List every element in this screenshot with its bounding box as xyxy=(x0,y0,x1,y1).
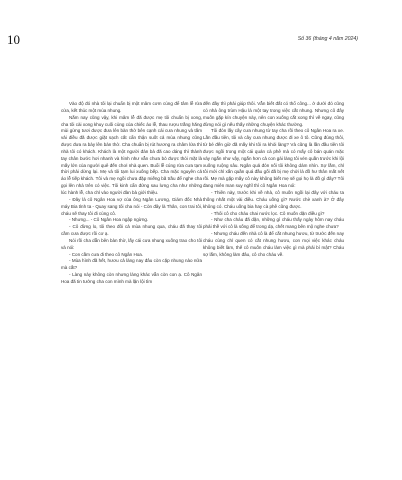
paragraph: Tôi đón lấy cây cưa nhung từ tay cha rồi theo cô Ngân Hoa ra xe. Lần đầu tiên, tôi và cây cưa nhung được đi xe ô tô. Cũng đúng thôi, từ bé đến giờ đã mấy khi tôi ra khỏi làng? Và cũng là lần đầu tiên tôi được ngồi trong một cái quán cà phê mà có mấy cô bán quán mặc váy ngắn như vậy, ngắn hơn cả con gái làng tôi vén quần trước khi lội xuống ruộng sâu. Ngân quả đón nối tôi không dám nhìn. Sợ lắm, chỉ tôi mới chỉ xắn quần quá đầu gối đã bị mẹ chửi là đồ hư thân mất nết rồi. Mẹ mà gặp mấy cô này không biết mẹ sẽ gọi họ là đồ gì đây? Tôi đang miên man suy nghĩ thì cô Ngân Hoa nói: xyxy=(203,128,344,189)
page-number: 10 xyxy=(7,32,20,47)
paragraph: - Đây là cô Ngân Hoa vợ của ông Ngân Lương, Giám đốc Nhà máy Bia tỉnh ta - Quay sang tôi cha nói - Còn đây là Thân, con trai tôi, cháu sẽ thay tôi đi cùng cô. xyxy=(61,196,202,216)
paragraph: - Thôi cô cho cháu chai nước lọc. Cô muốn dặn điều gì? xyxy=(211,210,325,216)
paragraph: Nói rồi cha dẫn bên bàn thờ, lấy cái cưa nhung xuống trao cho tôi và nói: xyxy=(61,237,202,250)
paragraph: - Cô đừng lo, tôi theo đôi cả mùa nhung qua, cháu đã thay tôi cầm cưa được rồi cơ ạ. xyxy=(61,224,202,237)
paragraph: đến đây thì phải giúp thôi. Vẫn biết đất có thổ công... ở dưới đó cũng có nhà ông trùm Hậu là một tay trong việc cắt nhung. Nhưng cô đây muốn gặp kín chuyện này, nên con xuống cắt xong thì về ngay, cũng đừng nói gì nếu thấy những chuyện khác thường. xyxy=(203,101,344,127)
paragraph: - Nhưng... - Cô Ngân Hoa ngập ngừng. xyxy=(69,217,149,223)
article-column-right xyxy=(203,101,344,258)
issue-label: Số 36 (tháng 4 năm 2024) xyxy=(297,36,358,42)
paragraph: - Nhưng cháu đến nhà cô là để cắt nhung hươu, từ trước đến nay cháu cùng chỉ quen có cắt nhung hươu, con mọi việc khác cháu không biết làm, thế cô muốn cháu làm việc gì mà phải bí mật? Cháu sợ lắm, không làm đâu, cô cho cháu về. xyxy=(203,231,344,257)
paragraph: - Thiên này, trước khi về nhà, cô muốn ngồi lại đây với cháu ta thống nhất một vài điều. Cháu uống gì? Nước chè xanh à? Ở đây không có. Cháu uống bia hay cà phê cũng được. xyxy=(203,189,344,209)
paragraph: - Mùa hình đã hết, hươu cả làng nay đâu còn cặp nhung nào nữa mà cắt? xyxy=(61,258,202,271)
paragraph: - Làng này không còn nhưng làng khác vẫn còn con ạ. Cô Ngân Hoa đã tin tưởng cha con mình mà lặn lội tìm xyxy=(61,272,202,284)
paragraph: - Như cha cháu đã dặn, những gì cháu thấy ngày hôm nay cháu phải thề với cô là sống để trong dạ, chết mang bên mộ nghe chưa? xyxy=(203,217,344,230)
paragraph: Nắm nay cũng vậy, khi mâm lễ đã được mẹ tôi chuẩn bị xong, cha tôi cài xong khuy cuối cùng của chiếc áo lễ, thau rượu trắng hăng mùi gừng tươi được đưa lên bàn thờ bên cạnh cái cưa nhung và tấm vải điều đã được giặt sạch cất cẩn thận suốt cả mùa nhung cũng được đưa ra bày lên bàn thờ. Cha chuẩn bị rút hương ra châm lửa thì nhà tôi có khách. Khách là một người đàn bà đã cao dáng thì thành tay chân bước hơi nhanh và hình như vẫn chưa bỏ được thói mặt là mấy lớn của người quê đến chơi nhà quen. Buổi lễ cúng rửa cưa tạm thời phải dừng lại. Mẹ và tôi tạm lui xuống bếp. Cha mặc nguyên cả áo lễ tiếp khách. Tôi và mẹ ngồi chưa đặp miếng bã trầu để nghe cha gọi lên nhà trên có việc. Tôi kinh cẩn đứng sau lưng cha như những lúc hành lễ, cha chỉ vào người đàn bà giới thiệu. xyxy=(61,114,202,195)
article-column-left xyxy=(61,101,202,286)
paragraph: Vào độ đó nhà tôi lại chuẩn bị một mâm cơm cúng để tâm lễ rửa cửa, kết thúc một mùa nhung. xyxy=(61,101,202,113)
paragraph: - Con cầm cưa đi theo cô Ngân Hoa. xyxy=(69,251,144,257)
